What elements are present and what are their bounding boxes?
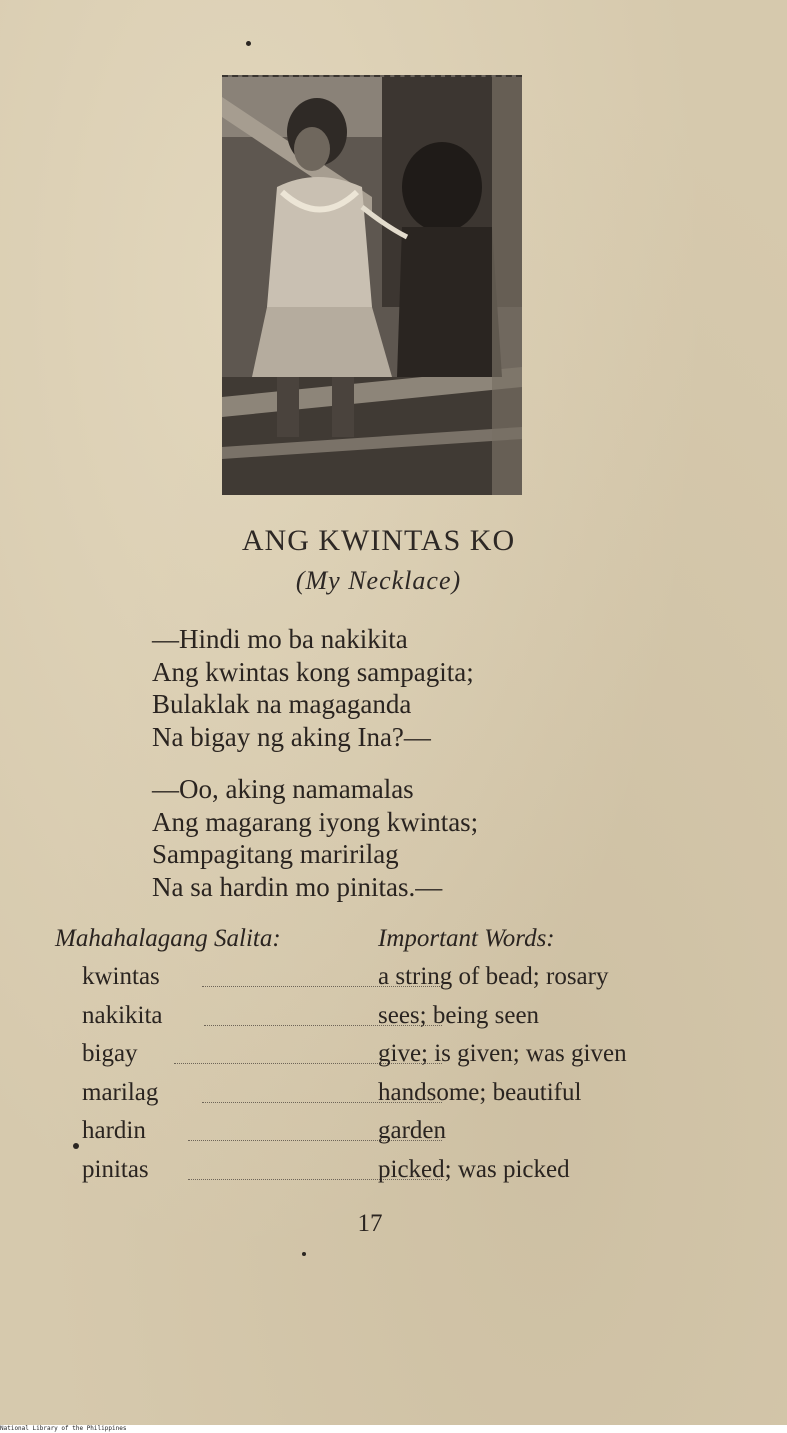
- vocab-row: [82, 1117, 742, 1156]
- poem-line: Ang magarang iyong kwintas;: [152, 806, 479, 837]
- poem-line: Na sa hardin mo pinitas.—: [152, 871, 443, 902]
- vocab-heading-tagalog: Mahahalagang Salita:: [55, 925, 281, 952]
- vocab-meaning: picked; was picked: [378, 1155, 570, 1183]
- vocabulary-list: [82, 963, 742, 1194]
- vocab-term: marilag: [82, 1078, 159, 1106]
- vocab-row: [82, 1002, 742, 1041]
- ink-speck: [302, 1252, 306, 1256]
- poem-line: —Hindi mo ba nakikita: [152, 624, 408, 654]
- illustration-photo: [222, 75, 522, 495]
- vocab-term: hardin: [82, 1117, 146, 1144]
- vocab-term: nakikita: [82, 1001, 163, 1029]
- vocab-meaning: a string of bead; rosary: [378, 963, 609, 990]
- poem-line: —Oo, aking namamalas: [152, 774, 414, 804]
- vocab-row: [82, 963, 742, 1002]
- footer-credit: National Library of the Philippines: [0, 1425, 127, 1432]
- poem-subtitle: (My Necklace): [295, 566, 462, 595]
- poem-line: Na bigay ng aking Ina?—: [152, 721, 431, 752]
- vocab-meaning: handsome; beautiful: [378, 1078, 582, 1106]
- vocab-row: [82, 1156, 742, 1195]
- vocab-term: bigay: [82, 1040, 138, 1067]
- poem-line: Ang kwintas kong sampagita;: [152, 656, 474, 687]
- vocab-row: [82, 1040, 742, 1079]
- footer-bar: [0, 1425, 787, 1433]
- poem-title: ANG KWINTAS KO: [241, 524, 516, 557]
- poem-stanza-1: [152, 623, 474, 753]
- poem-line: Sampagitang maririlag: [152, 839, 399, 869]
- ink-speck: [246, 41, 251, 46]
- page-number: 17: [357, 1210, 383, 1237]
- vocab-heading-english: Important Words:: [378, 925, 555, 952]
- vocab-meaning: sees; being seen: [378, 1001, 540, 1029]
- poem-line: Bulaklak na magaganda: [152, 689, 412, 719]
- vocab-meaning: garden: [378, 1117, 447, 1144]
- vocab-row: [82, 1079, 742, 1118]
- girl-with-necklace-photo: [222, 77, 522, 495]
- vocab-term: kwintas: [82, 963, 160, 990]
- vocab-term: pinitas: [82, 1155, 149, 1183]
- poem-stanza-2: [152, 773, 478, 903]
- ink-speck: [73, 1143, 79, 1149]
- vocab-meaning: give; is given; was given: [378, 1040, 627, 1067]
